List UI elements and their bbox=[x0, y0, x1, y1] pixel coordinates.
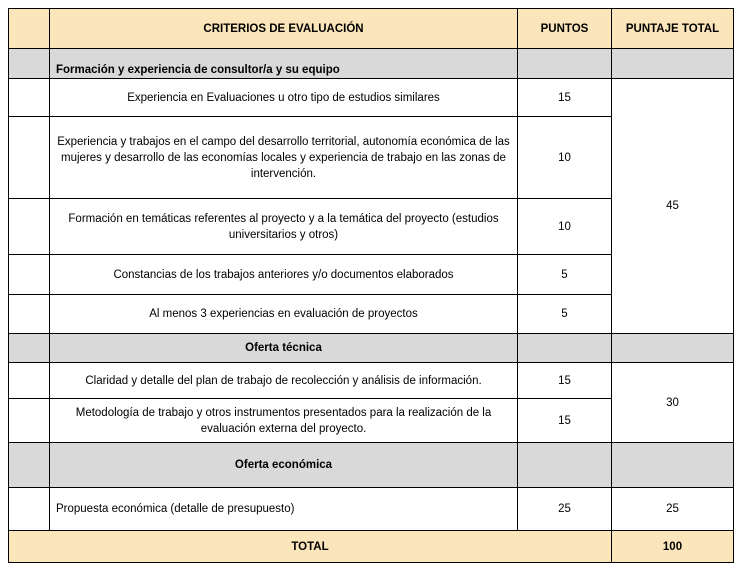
total-row bbox=[9, 531, 734, 563]
total-score-cell: 45 bbox=[612, 79, 734, 334]
total-label: TOTAL bbox=[9, 531, 612, 563]
points-cell: 15 bbox=[518, 399, 612, 443]
section-title: Formación y experiencia de consultor/a y su equipo bbox=[50, 49, 518, 79]
section-row-oferta-tecnica bbox=[9, 334, 734, 363]
row-blank-cell bbox=[9, 79, 50, 117]
criterion-cell: Experiencia y trabajos en el campo del desarrollo territorial, autonomía económica de las mujeres y desarrollo de las economías locales y experiencia de trabajo en las zonas de intervención. bbox=[50, 117, 518, 199]
row-blank-cell bbox=[9, 363, 50, 399]
table-header-row bbox=[9, 9, 734, 49]
section-blank-cell bbox=[9, 49, 50, 79]
header-criteria: CRITERIOS DE EVALUACIÓN bbox=[50, 9, 518, 49]
total-score-cell: 25 bbox=[612, 488, 734, 531]
points-cell: 15 bbox=[518, 79, 612, 117]
section-title: Oferta económica bbox=[50, 443, 518, 488]
table-row bbox=[9, 363, 734, 399]
total-score-cell: 30 bbox=[612, 363, 734, 443]
criterion-cell: Claridad y detalle del plan de trabajo de recolección y análisis de información. bbox=[50, 363, 518, 399]
criterion-cell: Experiencia en Evaluaciones u otro tipo de estudios similares bbox=[50, 79, 518, 117]
table-row bbox=[9, 79, 734, 117]
points-cell: 5 bbox=[518, 255, 612, 295]
row-blank-cell bbox=[9, 295, 50, 334]
section-points-blank bbox=[518, 443, 612, 488]
row-blank-cell bbox=[9, 399, 50, 443]
criterion-cell: Formación en temáticas referentes al proyecto y a la temática del proyecto (estudios universitarios y otros) bbox=[50, 199, 518, 255]
criterion-cell: Al menos 3 experiencias en evaluación de proyectos bbox=[50, 295, 518, 334]
header-total-score: PUNTAJE TOTAL bbox=[612, 9, 734, 49]
header-points: PUNTOS bbox=[518, 9, 612, 49]
criterion-cell: Propuesta económica (detalle de presupuesto) bbox=[50, 488, 518, 531]
section-total-blank bbox=[612, 49, 734, 79]
points-cell: 15 bbox=[518, 363, 612, 399]
table-row bbox=[9, 488, 734, 531]
section-points-blank bbox=[518, 334, 612, 363]
section-blank-cell bbox=[9, 334, 50, 363]
evaluation-criteria-table bbox=[8, 8, 734, 563]
header-blank-cell bbox=[9, 9, 50, 49]
section-title: Oferta técnica bbox=[50, 334, 518, 363]
points-cell: 10 bbox=[518, 199, 612, 255]
section-row-formacion bbox=[9, 49, 734, 79]
section-total-blank bbox=[612, 443, 734, 488]
section-points-blank bbox=[518, 49, 612, 79]
criterion-cell: Constancias de los trabajos anteriores y/o documentos elaborados bbox=[50, 255, 518, 295]
points-cell: 10 bbox=[518, 117, 612, 199]
points-cell: 25 bbox=[518, 488, 612, 531]
section-row-oferta-economica bbox=[9, 443, 734, 488]
row-blank-cell bbox=[9, 199, 50, 255]
section-total-blank bbox=[612, 334, 734, 363]
criterion-cell: Metodología de trabajo y otros instrumentos presentados para la realización de la evaluación externa del proyecto. bbox=[50, 399, 518, 443]
total-value: 100 bbox=[612, 531, 734, 563]
row-blank-cell bbox=[9, 488, 50, 531]
points-cell: 5 bbox=[518, 295, 612, 334]
section-blank-cell bbox=[9, 443, 50, 488]
row-blank-cell bbox=[9, 255, 50, 295]
row-blank-cell bbox=[9, 117, 50, 199]
